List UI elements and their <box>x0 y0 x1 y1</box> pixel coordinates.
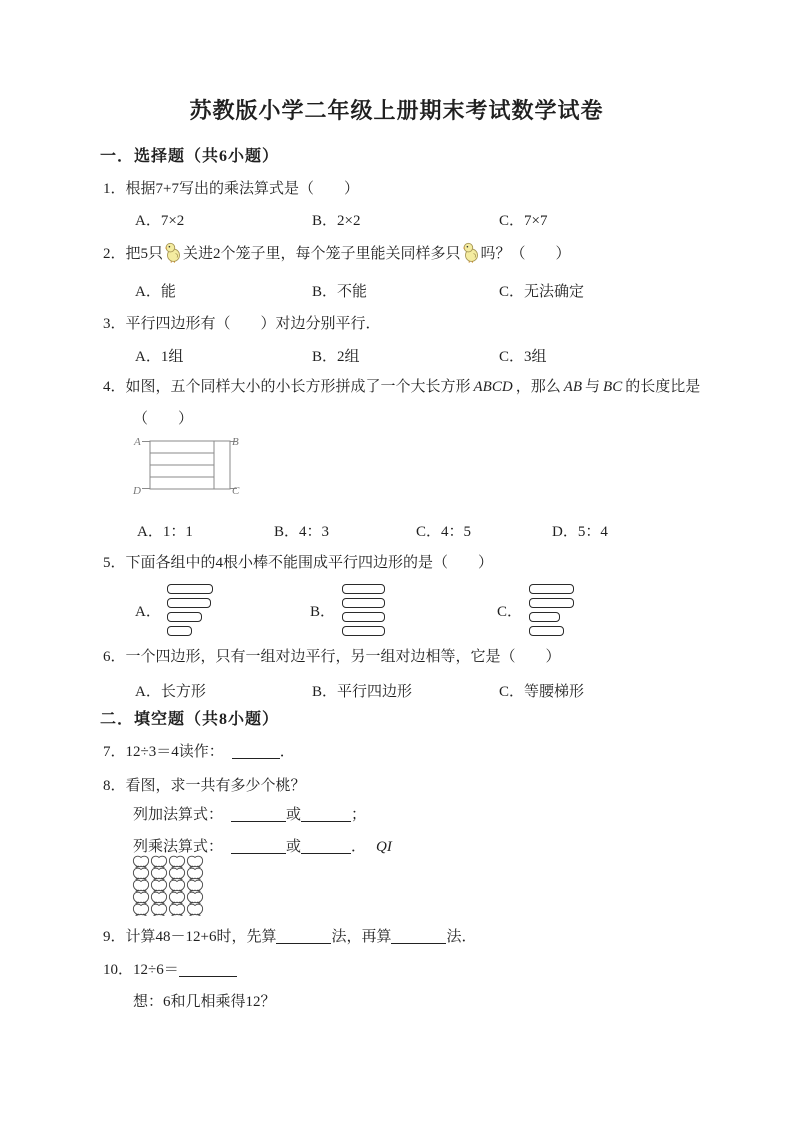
q9-part1: 9．计算48－12+6时，先算 <box>103 929 277 945</box>
stick-shape <box>529 584 574 594</box>
peach-row <box>132 879 204 891</box>
stick-shape <box>342 598 385 608</box>
peach-icon <box>168 903 186 916</box>
peach-icon <box>132 903 150 916</box>
q3-options <box>0 345 793 365</box>
q3-option-a: A．1组 <box>135 349 184 365</box>
q2-option-b: B．不能 <box>312 284 368 300</box>
q8-mul-blank-2 <box>301 838 351 854</box>
chick-icon <box>165 242 181 269</box>
stick-bundle <box>529 584 574 640</box>
q8-add-prefix: 列加法算式： <box>133 807 224 823</box>
stick-shape <box>342 626 385 636</box>
q4-stem-part1: 4．如图，五个同样大小的小长方形拼成了一个大长方形 <box>103 379 471 395</box>
q8-mul-prefix: 列乘法算式： <box>133 839 224 855</box>
q10-answer-blank <box>179 961 237 977</box>
q4-option-a: A．1：1 <box>137 524 193 540</box>
q4-stem-part2: ，那么 <box>515 379 561 395</box>
q8-mul-blank-1 <box>231 838 286 854</box>
stick-shape <box>529 612 560 622</box>
peach-row <box>132 891 204 903</box>
peach-row <box>132 903 204 915</box>
q7-answer-blank <box>232 743 280 759</box>
stick-shape <box>342 584 385 594</box>
peach-row <box>132 855 204 867</box>
q6-option-c: C．等腰梯形 <box>499 684 585 700</box>
q2-options <box>0 280 793 300</box>
q4-label-bc: BC <box>603 379 623 395</box>
stick-shape <box>342 612 385 622</box>
q8-peach-grid <box>132 855 204 915</box>
q6-options <box>0 680 793 700</box>
stick-shape <box>167 612 202 622</box>
q4-corner-label-c: C <box>232 485 240 497</box>
q9-part3: 法． <box>446 929 477 945</box>
q9-blank-1 <box>276 928 331 944</box>
section1-heading: 一．选择题（共6小题） <box>100 148 280 165</box>
q2-stem-part2: 关进2个笼子里，每个笼子里能关同样多只 <box>183 246 461 262</box>
q4-stem-line1 <box>103 377 700 397</box>
peach-icon <box>150 903 168 916</box>
q8-stem: 8．看图，求一共有多少个桃？ <box>103 778 306 794</box>
q10-hint: 想：6和几相乘得12？ <box>133 994 276 1010</box>
chick-icon <box>463 242 479 269</box>
stick-bundle <box>342 584 385 640</box>
peach-icon <box>186 903 204 916</box>
q9-line <box>103 927 477 947</box>
q1-option-a: A．7×2 <box>135 213 185 229</box>
q8-mul-suffix: ． <box>351 839 367 855</box>
q8-add-blank-1 <box>231 806 286 822</box>
q10-equation: 10．12÷6＝ <box>103 962 179 978</box>
q3-option-b: B．2组 <box>312 349 360 365</box>
page-title: 苏教版小学二年级上册期末考试数学试卷 <box>189 98 604 123</box>
q4-corner-label-d: D <box>133 485 141 497</box>
stick-shape <box>529 626 564 636</box>
q9-part2: 法，再算 <box>331 929 392 945</box>
section2-heading: 二．填空题（共8小题） <box>100 711 280 728</box>
q8-addition-line <box>133 805 366 825</box>
q8-artifact-text: QI <box>376 839 392 855</box>
q1-stem: 1．根据7+7写出的乘法算式是（ ） <box>103 181 359 197</box>
stick-shape <box>167 626 192 636</box>
q8-mul-or: 或 <box>286 839 302 855</box>
q8-multiplication-line <box>133 837 395 857</box>
q4-stem-part4: 的长度比是 <box>625 379 701 395</box>
peach-row <box>132 867 204 879</box>
q4-options <box>0 520 793 540</box>
q1-option-b: B．2×2 <box>312 213 361 229</box>
stick-bundle <box>167 584 213 640</box>
q2-option-a: A．能 <box>135 284 176 300</box>
q4-option-c: C．4：5 <box>416 524 472 540</box>
q1-options <box>0 209 793 229</box>
q6-option-a: A．长方形 <box>135 684 206 700</box>
q8-add-blank-2 <box>301 806 351 822</box>
q3-stem: 3．平行四边形有（ ）对边分别平行． <box>103 316 381 332</box>
q4-corner-label-a: A <box>134 436 141 448</box>
q7-line <box>103 742 295 762</box>
q8-add-or: 或 <box>286 807 302 823</box>
q7-text: 7．12÷3＝4读作： <box>103 744 224 760</box>
q4-label-ab: AB <box>563 379 583 395</box>
q6-stem: 6．一个四边形，只有一组对边平行，另一组对边相等，它是（ ） <box>103 649 561 665</box>
q8-add-suffix: ； <box>351 807 367 823</box>
q6-option-b: B．平行四边形 <box>312 684 413 700</box>
q2-stem-part1: 2．把5只 <box>103 246 164 262</box>
q4-option-b: B．4：3 <box>274 524 330 540</box>
q2-stem-part3: 吗？（ ） <box>480 246 571 262</box>
q10-line <box>103 960 237 980</box>
q4-corner-label-b: B <box>232 436 239 448</box>
q5-stick-label-a: A． <box>135 604 161 620</box>
q5-stick-label-b: B． <box>310 604 336 620</box>
q5-stick-label-c: C． <box>497 604 523 620</box>
q4-stem-part3: 与 <box>585 379 601 395</box>
q2-stem <box>103 242 571 269</box>
q4-label-abcd: ABCD <box>473 379 513 395</box>
q1-option-c: C．7×7 <box>499 213 548 229</box>
q4-stem-line2: （ ） <box>133 411 194 427</box>
q3-option-c: C．3组 <box>499 349 547 365</box>
stick-shape <box>529 598 574 608</box>
q7-period: ． <box>279 744 295 760</box>
stick-shape <box>167 598 211 608</box>
q4-option-d: D．5：4 <box>552 524 608 540</box>
q4-rectangle-figure <box>127 432 245 502</box>
q2-option-c: C．无法确定 <box>499 284 585 300</box>
q9-blank-2 <box>391 928 446 944</box>
stick-shape <box>167 584 213 594</box>
q5-stem: 5．下面各组中的4根小棒不能围成平行四边形的是（ ） <box>103 555 494 571</box>
